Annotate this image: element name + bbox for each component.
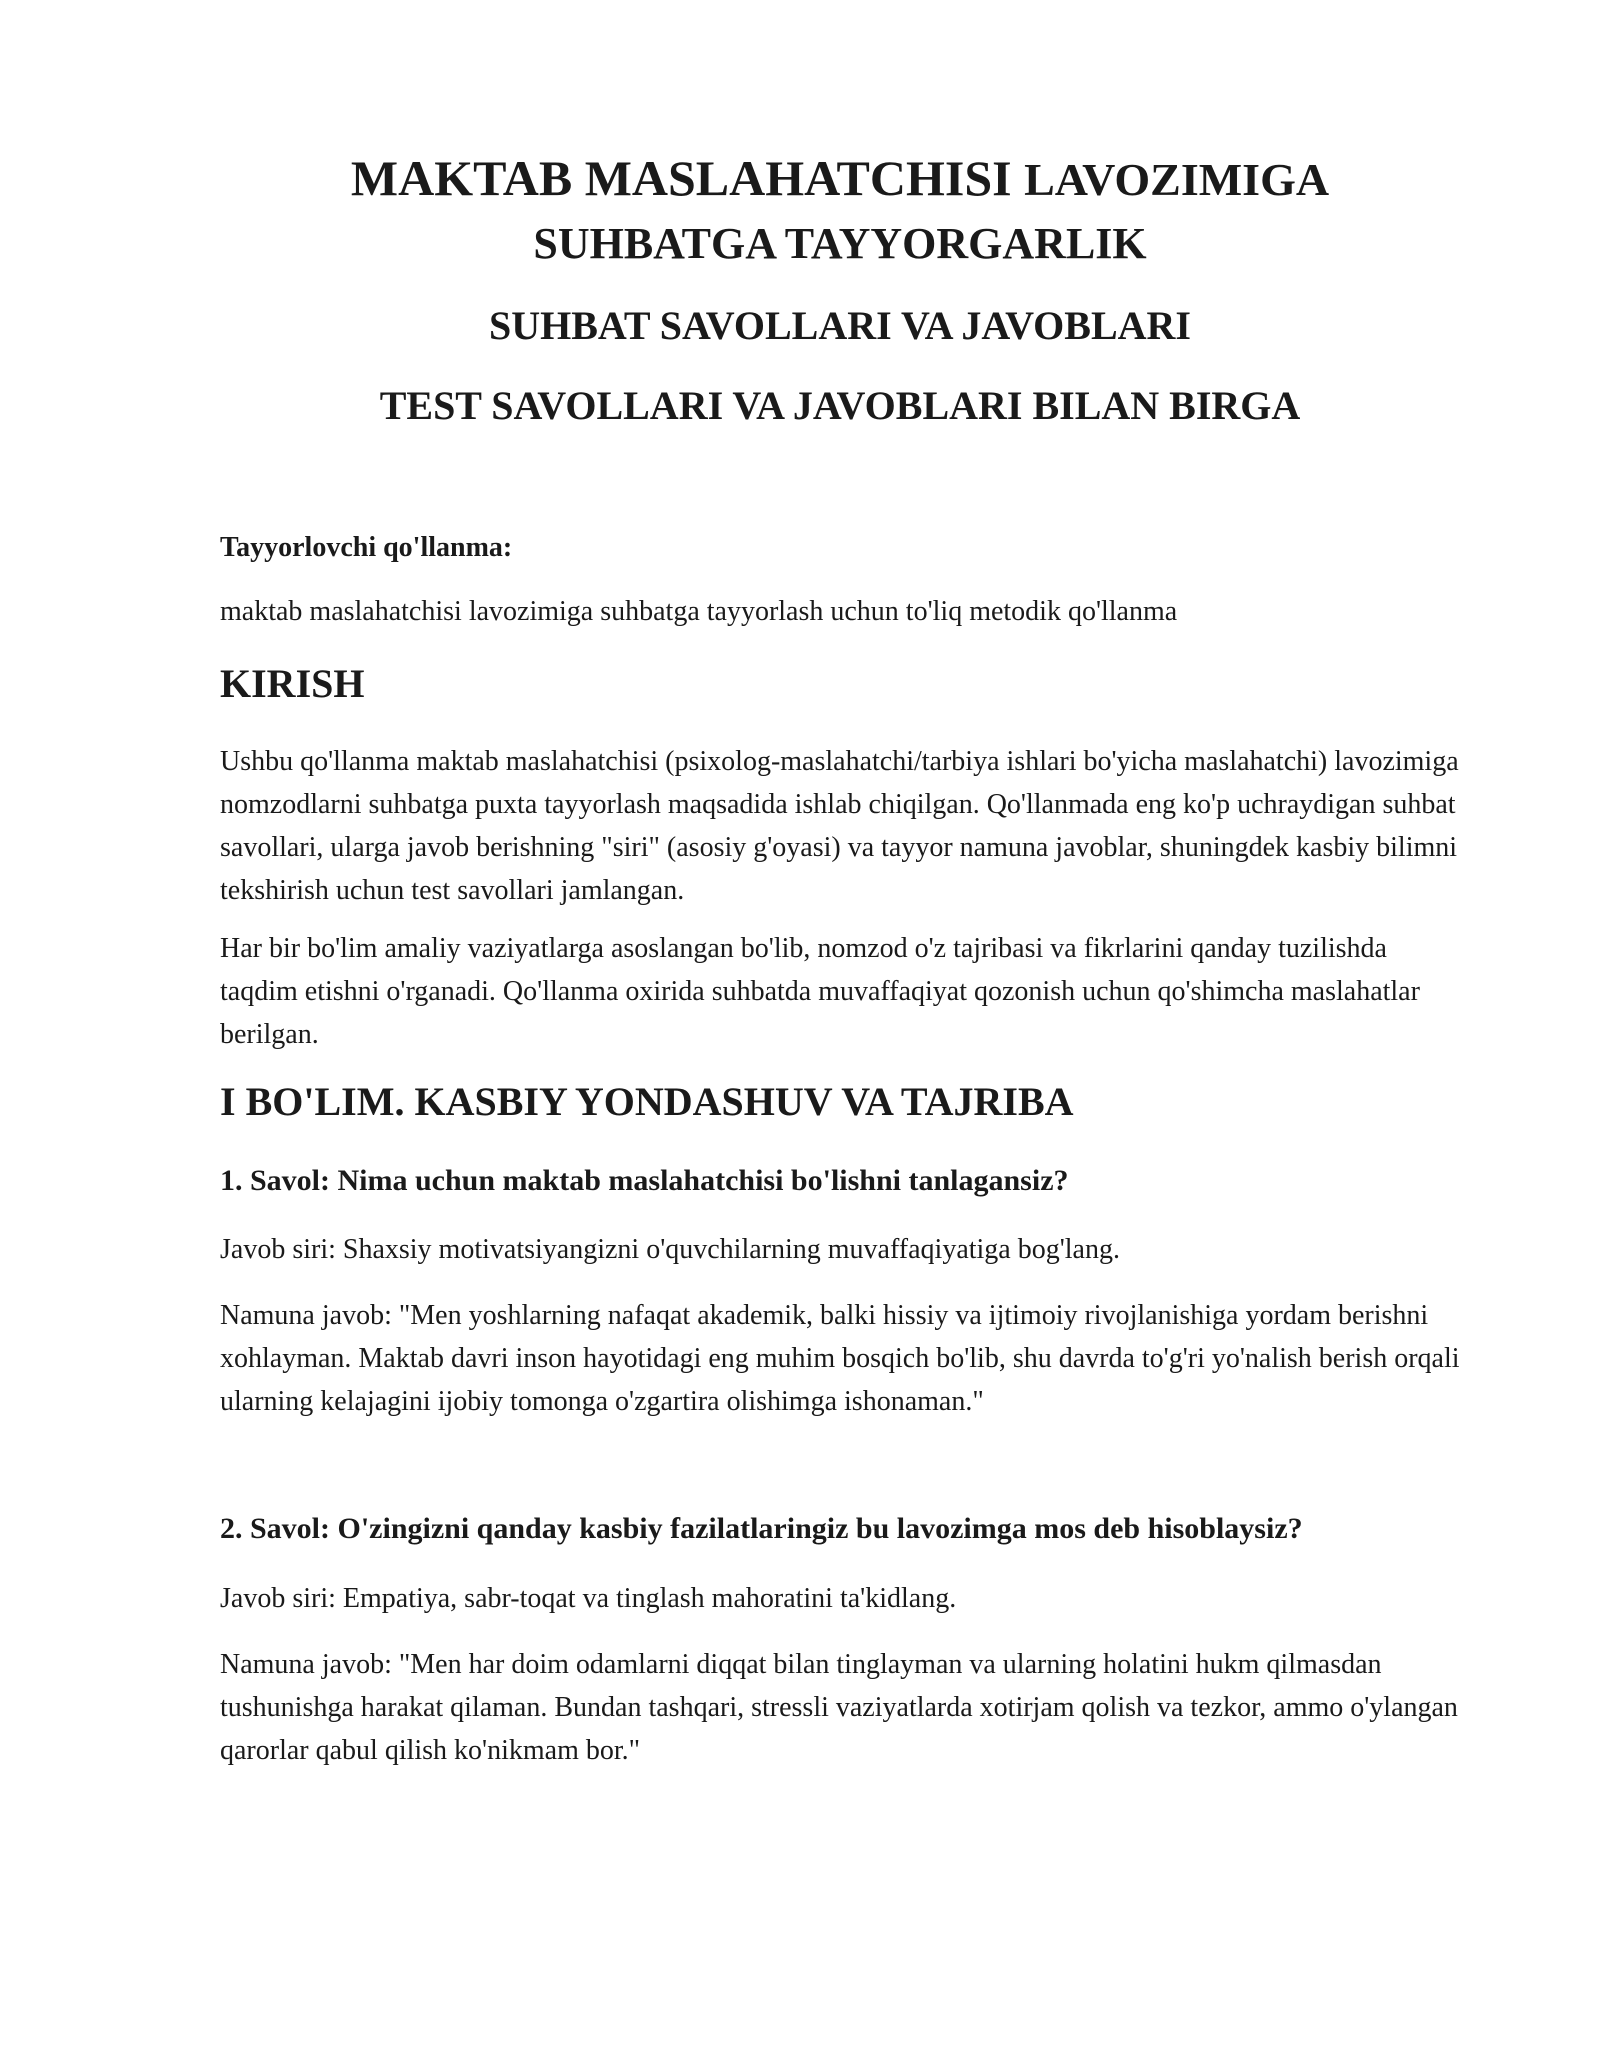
question-1-secret: Javob siri: Shaxsiy motivatsiyangizni o'quvchilarning muvaffaqiyatiga bog'lang. [220, 1234, 1120, 1265]
title-line-2: SUHBATGA TAYYORGARLIK [533, 219, 1147, 268]
question-1: 1. Savol: Nima uchun maktab maslahatchisi bo'lishni tanlagansiz? [220, 1164, 1069, 1197]
section-1-heading: I BO'LIM. KASBIY YONDASHUV VA TAJRIBA [220, 1079, 1074, 1124]
title-line-4: TEST SAVOLLARI VA JAVOBLARI BILAN BIRGA [379, 383, 1301, 428]
kirish-paragraph-2: Har bir bo'lim amaliy vaziyatlarga asoslangan bo'lib, nomzod o'z tajribasi va fikrlarini qanday tuzilishda taqdim etishni o'rganadi. Qo'llanma oxirida suhbatda muvaffaqiyat qozonish uchun qo'shimcha maslahatlar berilgan. [220, 933, 1420, 1050]
intro-label: Tayyorlovchi qo'llanma: [220, 532, 513, 563]
title-line-1-part-b: LAVOZIMIGA [1024, 154, 1330, 205]
kirish-heading: KIRISH [220, 661, 365, 706]
title-line-1 [220, 150, 1460, 208]
question-2: 2. Savol: O'zingizni qanday kasbiy fazilatlaringiz bu lavozimga mos deb hisoblaysiz? [220, 1512, 1303, 1545]
kirish-paragraph-1: Ushbu qo'llanma maktab maslahatchisi (psixolog-maslahatchi/tarbiya ishlari bo'yicha maslahatchi) lavozimiga nomzodlarni suhbatga puxta tayyorlash maqsadida ishlab chiqilgan. Qo'llanmada eng ko'p uchraydigan suhbat savollari, ularga javob berishning "siri" (asosiy g'oyasi) va tayyor namuna javoblar, shuningdek kasbiy bilimni tekshirish uchun test savollari jamlangan. [220, 746, 1459, 906]
intro-text: maktab maslahatchisi lavozimiga suhbatga tayyorlash uchun to'liq metodik qo'llanma [220, 596, 1178, 627]
question-2-secret: Javob siri: Empatiya, sabr-toqat va tinglash mahoratini ta'kidlang. [220, 1583, 957, 1614]
question-2-answer: Namuna javob: "Men har doim odamlarni diqqat bilan tinglayman va ularning holatini hukm qilmasdan tushunishga harakat qilaman. Bundan tashqari, stressli vaziyatlarda xotirjam qolish va tezkor, ammo o'ylangan qarorlar qabul qilish ko'nikmam bor." [220, 1649, 1458, 1766]
title-line-3: SUHBAT SAVOLLARI VA JAVOBLARI [489, 303, 1191, 348]
question-1-answer: Namuna javob: "Men yoshlarning nafaqat akademik, balki hissiy va ijtimoiy rivojlanishiga yordam berishni xohlayman. Maktab davri inson hayotidagi eng muhim bosqich bo'lib, shu davrda to'g'ri yo'nalish berish orqali ularning kelajagini ijobiy tomonga o'zgartira olishimga ishonaman." [220, 1300, 1460, 1417]
title-line-1-part-a: MAKTAB MASLAHATCHISI [350, 150, 1012, 206]
